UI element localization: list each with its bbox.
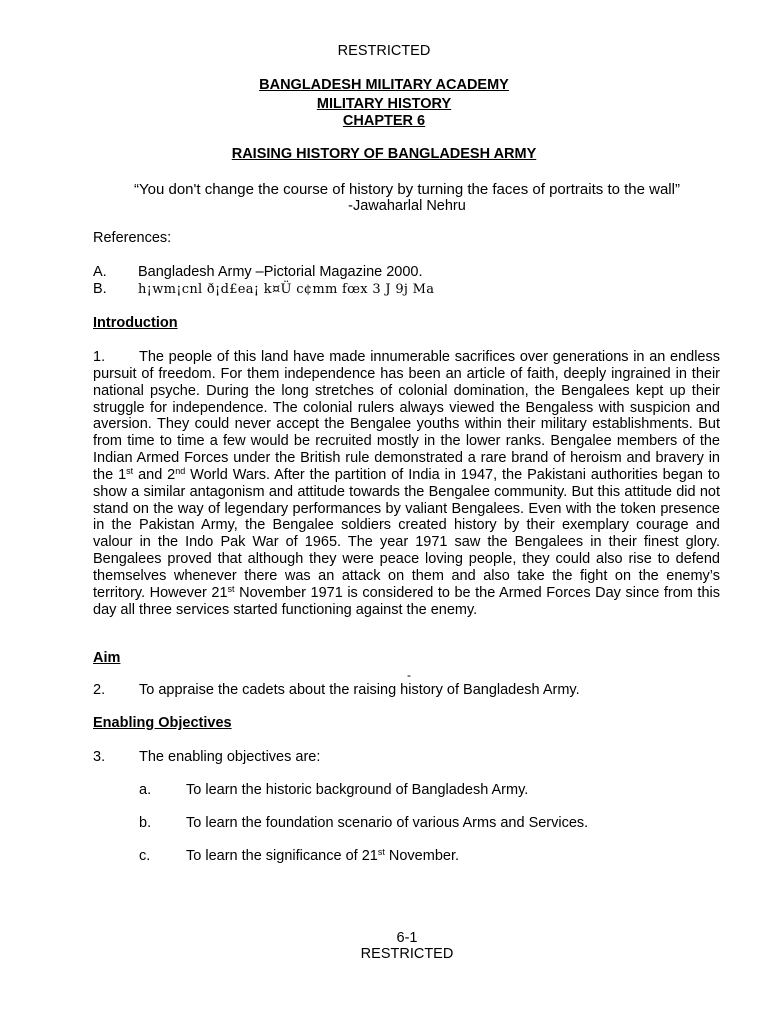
institution-title: BANGLADESH MILITARY ACADEMY	[259, 77, 509, 93]
superscript: st	[227, 583, 235, 594]
objective-text: To learn the foundation scenario of various Arms and Services.	[186, 815, 589, 831]
classification-header: RESTRICTED	[337, 43, 431, 59]
aim-paragraph	[93, 682, 580, 699]
superscript: st	[126, 465, 134, 476]
paragraph-number: 1.	[93, 349, 106, 365]
paragraph-number: 2.	[93, 682, 106, 698]
reference-label: A.	[93, 264, 107, 280]
reference-text: h¡wm¡cnl ð¡d£ea¡ k¤Ü c¢mm fœx 3 J 9j Ma	[138, 282, 435, 297]
superscript: nd	[175, 465, 186, 476]
enabling-objectives-paragraph	[93, 749, 320, 766]
document-title: RAISING HISTORY OF BANGLADESH ARMY	[231, 146, 537, 162]
paragraph-text: World Wars. After the partition of India in 1947, the Pakistani authorities began to show a similar antagonism and attitude towards the Bengalee community. But this attitude did not stand on the way of legendary performances by valiant Bengalees. Even with the token presence in the Pakistan Army, the Bengalee soldiers created history by their exemplary courage and valour in the Indo Pak War of 1965. The year 1971 saw the Bengalees in their finest glory. Bengalees proved that although they were peace loving people, they could also rise to defend themselves whenever there was an attack on them and also take the fight on the enemy’s territory. However 21	[93, 466, 720, 601]
epigraph-author: -Jawaharlal Nehru	[348, 198, 466, 214]
objective-item	[139, 782, 528, 799]
paragraph-text: To appraise the cadets about the raising history of Bangladesh Army.	[139, 682, 580, 698]
introduction-paragraph	[93, 349, 720, 619]
objective-item	[139, 815, 588, 832]
paragraph-number: 3.	[93, 749, 106, 765]
objective-text: To learn the significance of 21	[186, 848, 378, 864]
aim-heading: Aim	[93, 650, 121, 666]
objective-item	[139, 848, 459, 865]
paragraph-text: The enabling objectives are:	[139, 749, 321, 765]
objective-text: November.	[384, 848, 460, 864]
page-number: 6-1	[396, 930, 418, 946]
superscript: st	[377, 847, 385, 857]
introduction-heading: Introduction	[93, 315, 178, 331]
classification-footer: RESTRICTED	[360, 946, 454, 962]
objective-text: To learn the historic background of Bangladesh Army.	[186, 782, 529, 798]
objective-label: a.	[139, 782, 152, 798]
enabling-objectives-heading: Enabling Objectives	[93, 715, 232, 731]
objective-label: b.	[139, 815, 152, 831]
reference-item	[93, 264, 423, 281]
chapter-title: CHAPTER 6	[342, 113, 426, 129]
paragraph-text: and 2	[133, 466, 176, 483]
reference-text: Bangladesh Army –Pictorial Magazine 2000.	[138, 264, 423, 280]
paragraph-text: November 1971 is considered to be the Armed Forces Day since from this day all three services started functioning against the enemy.	[93, 584, 720, 618]
objective-label: c.	[139, 848, 151, 864]
reference-label: B.	[93, 281, 107, 297]
paragraph-text: The people of this land have made innumerable sacrifices over generations in an endless pursuit of freedom. For them independence has been an article of faith, deeply ingrained in their national psyche. During the long stretches of colonial domination, the Bengalees kept up their struggle for independence. The colonial rulers always viewed the Bengaless with suspicion and aversion. They could never accept the Bengalee youths within their military establishments. But from time to time a few would be recruited mostly in the lower ranks. Bengalee members of the Indian Armed Forces under the British rule demonstrated a rare brand of heroism and bravery in the 1	[93, 349, 720, 483]
references-heading: References:	[93, 230, 172, 246]
reference-item	[93, 281, 434, 298]
stray-mark: -	[407, 668, 411, 682]
epigraph-quote: “You don't change the course of history by turning the faces of portraits to the wall”	[134, 181, 680, 198]
subject-title: MILITARY HISTORY	[316, 96, 452, 112]
